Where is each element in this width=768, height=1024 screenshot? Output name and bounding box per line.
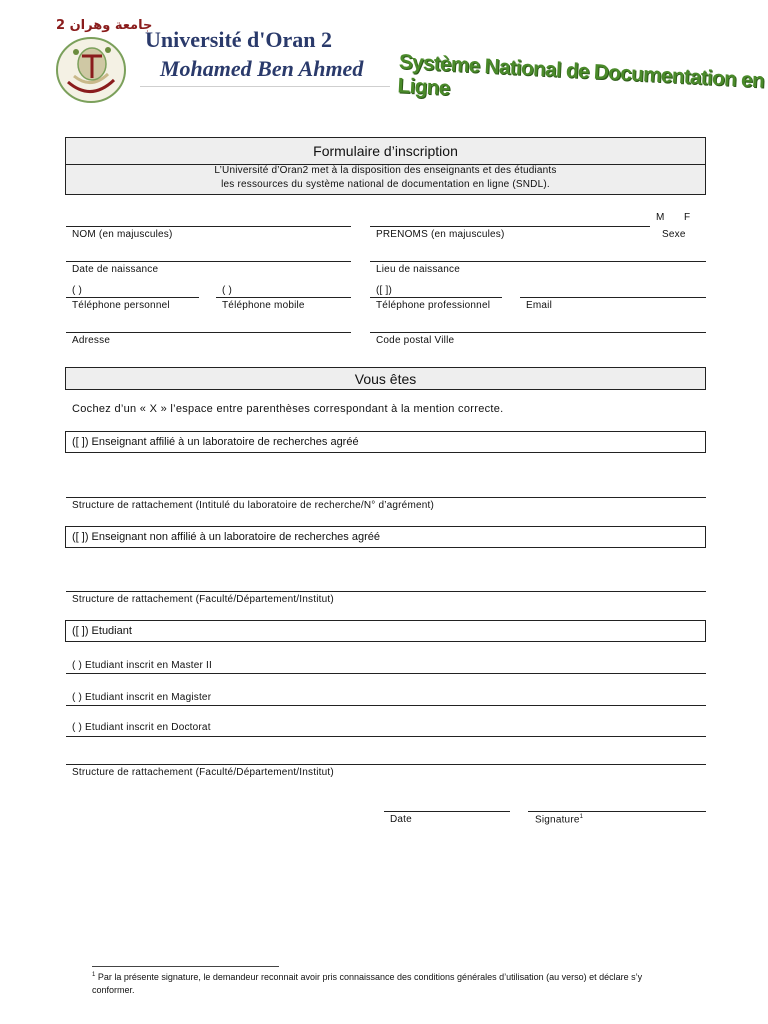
etudiant-magister-line (66, 705, 706, 706)
signature-field[interactable] (528, 811, 706, 812)
footnote-separator (92, 966, 279, 967)
instruction-text: Cochez d’un « X » l’espace entre parenthèses correspondant à la mention correcte. (72, 403, 504, 415)
tel-pro-label: Téléphone professionnel (376, 300, 491, 311)
code-postal-label: Code postal Ville (376, 335, 455, 346)
form-intro-line2: les ressources du système national de documentation en ligne (SNDL). (221, 179, 550, 190)
footnote-mark: 1 (92, 972, 96, 978)
footnote-text (92, 969, 692, 997)
sndl-title: Système National de Documentation en Ligne (397, 50, 765, 101)
form-intro-line1: L’Université d’Oran2 met à la disposition des enseignants et des étudiants (214, 165, 557, 176)
university-name-line1: Université d'Oran 2 (145, 27, 332, 52)
structure3-label: Structure de rattachement (Faculté/Département/Institut) (72, 767, 334, 778)
tel-pro-prefix: ([ ]) (376, 285, 392, 296)
sexe-label: Sexe (662, 229, 686, 240)
structure1-field[interactable] (66, 497, 706, 498)
signature-footnote-ref[interactable]: 1 (579, 814, 584, 820)
lieu-naissance-label: Lieu de naissance (376, 264, 461, 275)
nom-field[interactable] (66, 226, 351, 227)
etudiant-master-line (66, 673, 706, 674)
prenoms-field[interactable] (370, 226, 650, 227)
lieu-naissance-field[interactable] (370, 261, 706, 262)
email-field[interactable] (520, 297, 706, 298)
structure3-field[interactable] (66, 764, 706, 765)
adresse-field[interactable] (66, 332, 351, 333)
structure2-field[interactable] (66, 591, 706, 592)
date-naissance-label: Date de naissance (72, 264, 159, 275)
sex-m-option[interactable]: M (656, 212, 665, 223)
code-postal-field[interactable] (370, 332, 706, 333)
etudiant-master-option[interactable]: ( ) Etudiant inscrit en Master II (72, 660, 212, 671)
form-title-box (65, 137, 706, 195)
tel-mobile-label: Téléphone mobile (222, 300, 305, 311)
header-underline (140, 86, 390, 87)
date-field[interactable] (384, 811, 510, 812)
tel-mobile-prefix: ( ) (222, 285, 233, 296)
etudiant-magister-option[interactable]: ( ) Etudiant inscrit en Magister (72, 692, 212, 703)
tel-perso-prefix: ( ) (72, 285, 83, 296)
option-enseignant-affilie-label: ([ ]) Enseignant affilié à un laboratoire de recherches agréé (72, 436, 359, 448)
option-enseignant-non-affilie-label: ([ ]) Enseignant non affilié à un laboratoire de recherches agréé (72, 531, 380, 543)
logo-arabic-text: جامعة وهران 2 (56, 18, 153, 33)
option-enseignant-non-affilie[interactable] (65, 526, 706, 548)
signature-text: Signature (535, 814, 580, 826)
structure2-label: Structure de rattachement (Faculté/Département/Institut) (72, 594, 334, 605)
university-name-line2: Mohamed Ben Ahmed (160, 56, 364, 81)
prenoms-label: PRENOMS (en majuscules) (376, 229, 505, 240)
sex-f-option[interactable]: F (684, 212, 691, 223)
footnote-line1: Par la présente signature, le demandeur reconnait avoir pris connaissance des conditions générales d’utilisation (au verso) et déclare s’y (95, 972, 643, 982)
option-etudiant[interactable] (65, 620, 706, 642)
tel-pro-field[interactable] (370, 297, 502, 298)
email-label: Email (526, 300, 553, 311)
vous-etes-box (65, 367, 706, 390)
form-title: Formulaire d’inscription (313, 143, 458, 159)
date-label: Date (390, 814, 412, 825)
tel-mobile-field[interactable] (216, 297, 351, 298)
structure1-label: Structure de rattachement (Intitulé du laboratoire de recherche/N° d’agrément) (72, 500, 435, 511)
vous-etes-title: Vous êtes (354, 371, 417, 387)
etudiant-doctorat-line (66, 736, 706, 737)
tel-perso-field[interactable] (66, 297, 199, 298)
signature-label (535, 814, 583, 825)
etudiant-doctorat-option[interactable]: ( ) Etudiant inscrit en Doctorat (72, 722, 211, 733)
tel-perso-label: Téléphone personnel (72, 300, 170, 311)
nom-label: NOM (en majuscules) (72, 229, 173, 240)
option-etudiant-label: ([ ]) Etudiant (72, 625, 132, 637)
adresse-label: Adresse (72, 335, 111, 346)
option-enseignant-affilie[interactable] (65, 431, 706, 453)
footnote-line2: conformer. (92, 985, 135, 995)
date-naissance-field[interactable] (66, 261, 351, 262)
